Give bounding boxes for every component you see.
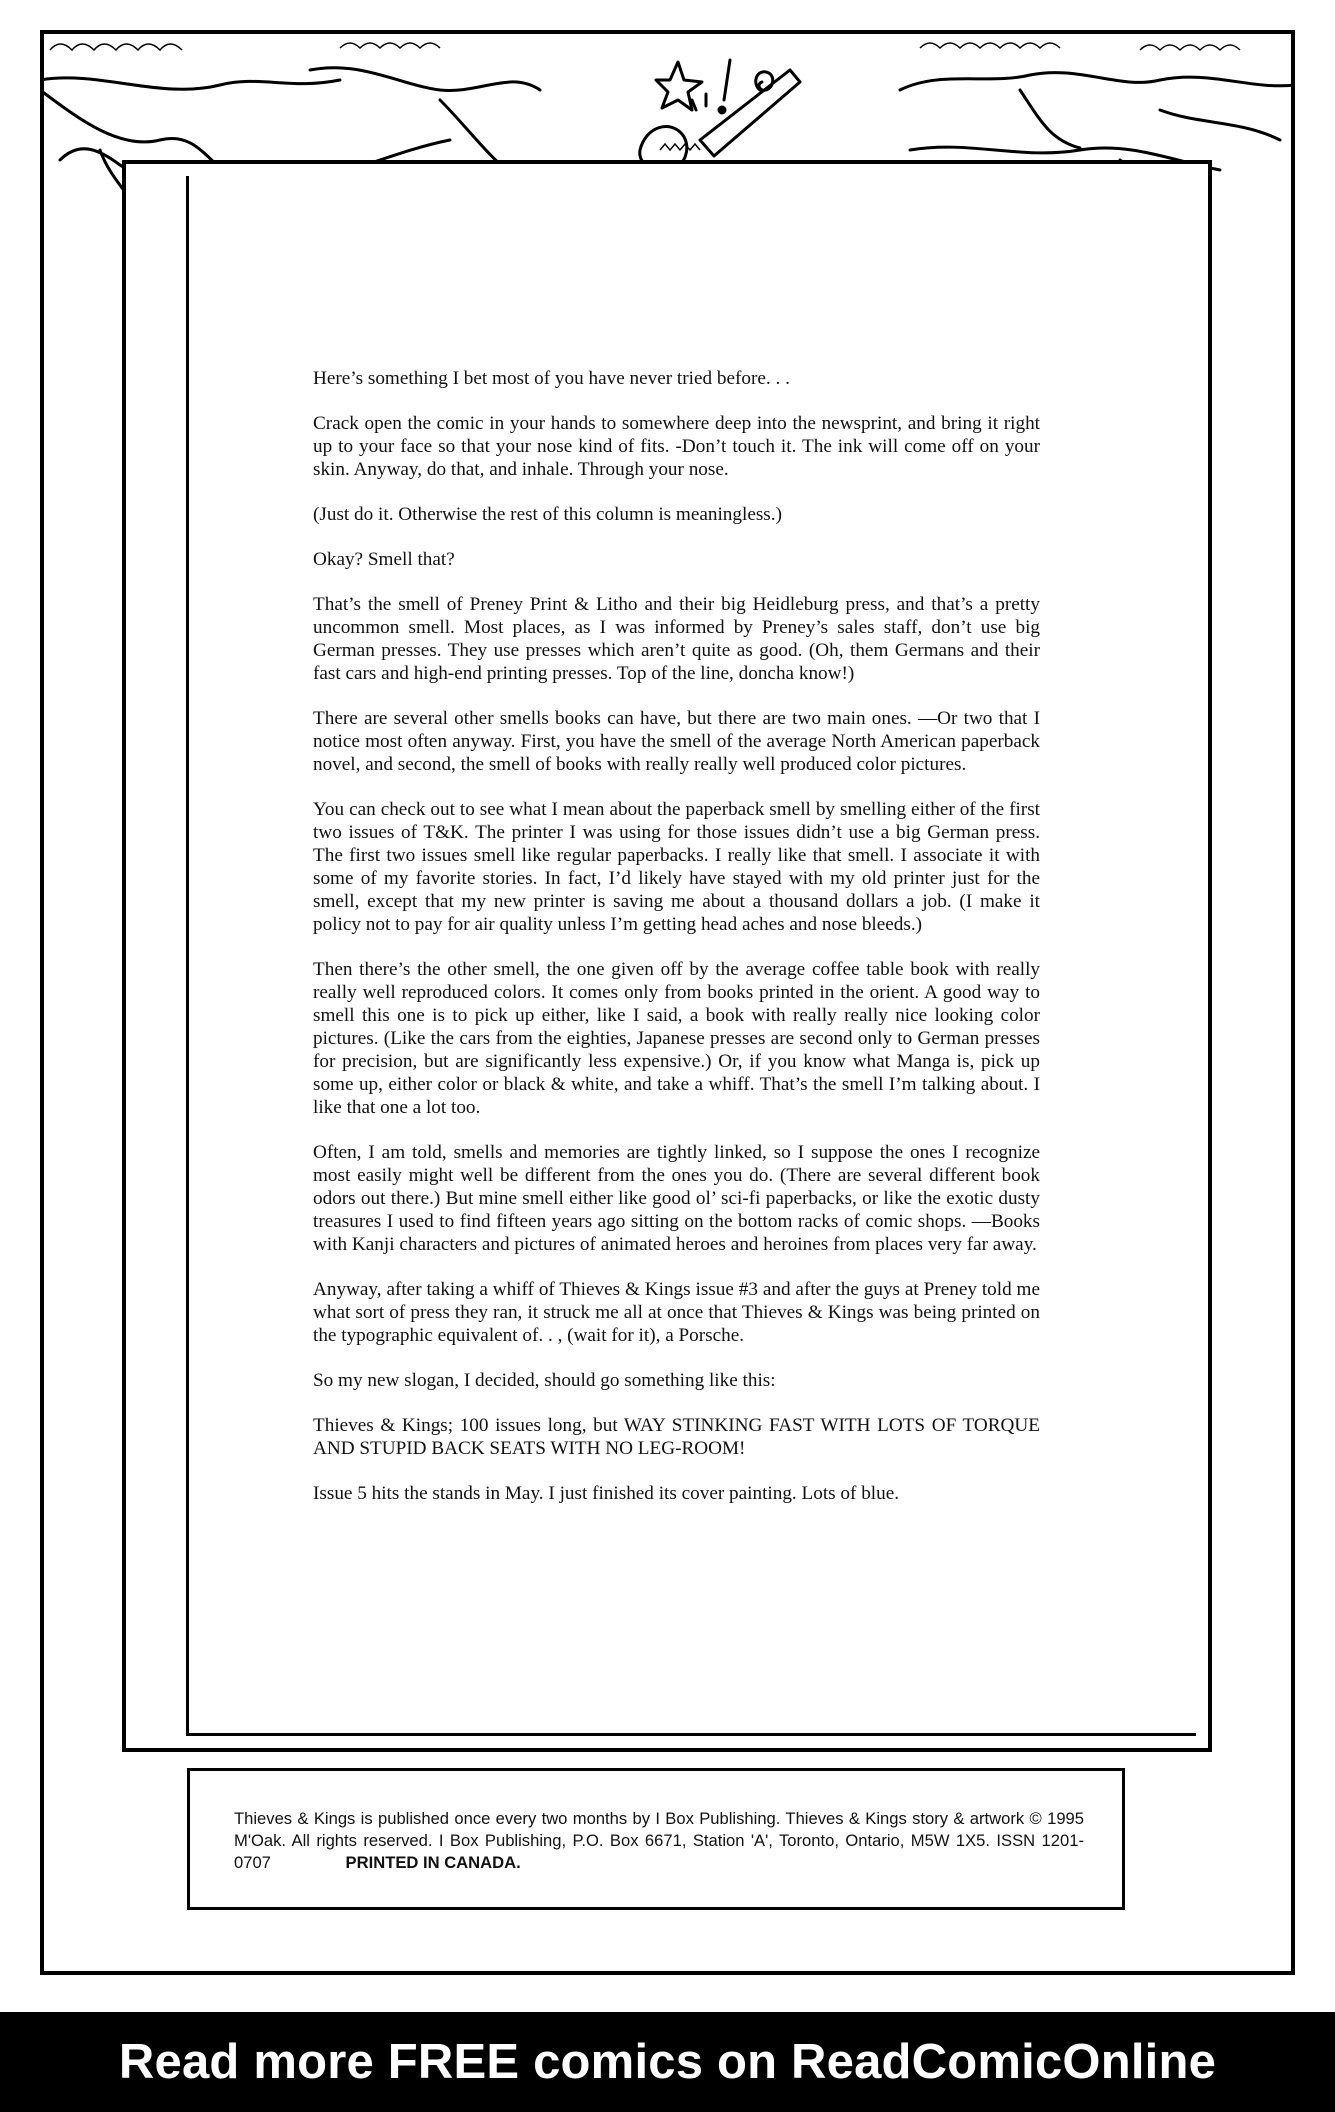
printed-in-label: PRINTED IN CANADA. [345, 1853, 521, 1872]
publisher-info-box [187, 1768, 1125, 1910]
paragraph: There are several other smells books can have, but there are two main ones. —Or two that I notice most often anyway. First, you have the smell of the average North American paperback novel, and second, the smell of books with really really well produced color pictures. [313, 708, 1040, 775]
promo-banner[interactable] [0, 2012, 1335, 2112]
paragraph: Issue 5 hits the stands in May. I just finished its cover painting. Lots of blue. [313, 1483, 900, 1504]
paragraph: That’s the smell of Preney Print & Litho and their big Heidleburg press, and that’s a pretty uncommon smell. Most places, as I was informed by Preney’s sales staff, don’t use big German presses. They use presses which aren’t quite as good. (Oh, them Germans and their fast cars and high-end printing presses. Top of the line, doncha know!) [313, 594, 1040, 684]
editorial-column [313, 367, 1040, 1527]
paragraph: Often, I am told, smells and memories are tightly linked, so I suppose the ones I recognize most easily might well be different from the ones you do. (There are several different book odors out there.) But mine smell either like good ol’ sci-fi paperbacks, or like the exotic dusty treasures I used to find fifteen years ago sitting on the bottom racks of comic shops. —Books with Kanji characters and pictures of animated heroes and heroines from places very far away. [313, 1142, 1040, 1255]
paragraph: Okay? Smell that? [313, 549, 455, 570]
publisher-info [234, 1808, 1084, 1874]
paragraph: So my new slogan, I decided, should go something like this: [313, 1370, 776, 1391]
paragraph: Here’s something I bet most of you have never tried before. . . [313, 368, 790, 389]
paragraph: Thieves & Kings; 100 issues long, but WAY STINKING FAST WITH LOTS OF TORQUE AND STUPID BACK SEATS WITH NO LEG-ROOM! [313, 1415, 1040, 1459]
paragraph: (Just do it. Otherwise the rest of this column is meaningless.) [313, 504, 782, 525]
promo-banner-text[interactable]: Read more FREE comics on ReadComicOnline [118, 2035, 1217, 2089]
publisher-info-line: Thieves & Kings is published once every two months by I Box Publishing. Thieves & Kings story & artwork © 1995 M'Oak. All rights reserved. I Box Publishing, P.O. Box 6671, Station 'A', Toronto, Ontario, M5W 1X5. ISSN 1201-0707 [234, 1809, 1084, 1872]
paragraph: You can check out to see what I mean about the paperback smell by smelling either of the first two issues of T&K. The printer I was using for those issues didn’t use a big German press. The first two issues smell like regular paperbacks. I really like that smell. I associate it with some of my favorite stories. In fact, I’d likely have stayed with my old printer just for the smell, except that my new printer is saving me about a thousand dollars a job. (I make it policy not to pay for air quality unless I’m getting head aches and nose bleeds.) [313, 799, 1040, 935]
paragraph: Then there’s the other smell, the one given off by the average coffee table book with really really well reproduced colors. It comes only from books printed in the orient. A good way to smell this one is to pick up either, like I said, a book with really really nice looking color pictures. (Like the cars from the eighties, Japanese presses are second only to German presses for precision, but are significantly less expensive.) Or, if you know what Manga is, pick up some up, either color or black & white, and take a whiff. That’s the smell I’m talking about. I like that one a lot too. [313, 959, 1040, 1118]
paragraph: Anyway, after taking a whiff of Thieves & Kings issue #3 and after the guys at Preney told me what sort of press they ran, it struck me all at once that Thieves & Kings was being printed on the typographic equivalent of. . , (wait for it), a Porsche. [313, 1279, 1040, 1346]
paragraph: Crack open the comic in your hands to somewhere deep into the newsprint, and bring it right up to your face so that your nose kind of fits. -Don’t touch it. The ink will come off on your skin. Anyway, do that, and inhale. Through your nose. [313, 413, 1040, 480]
